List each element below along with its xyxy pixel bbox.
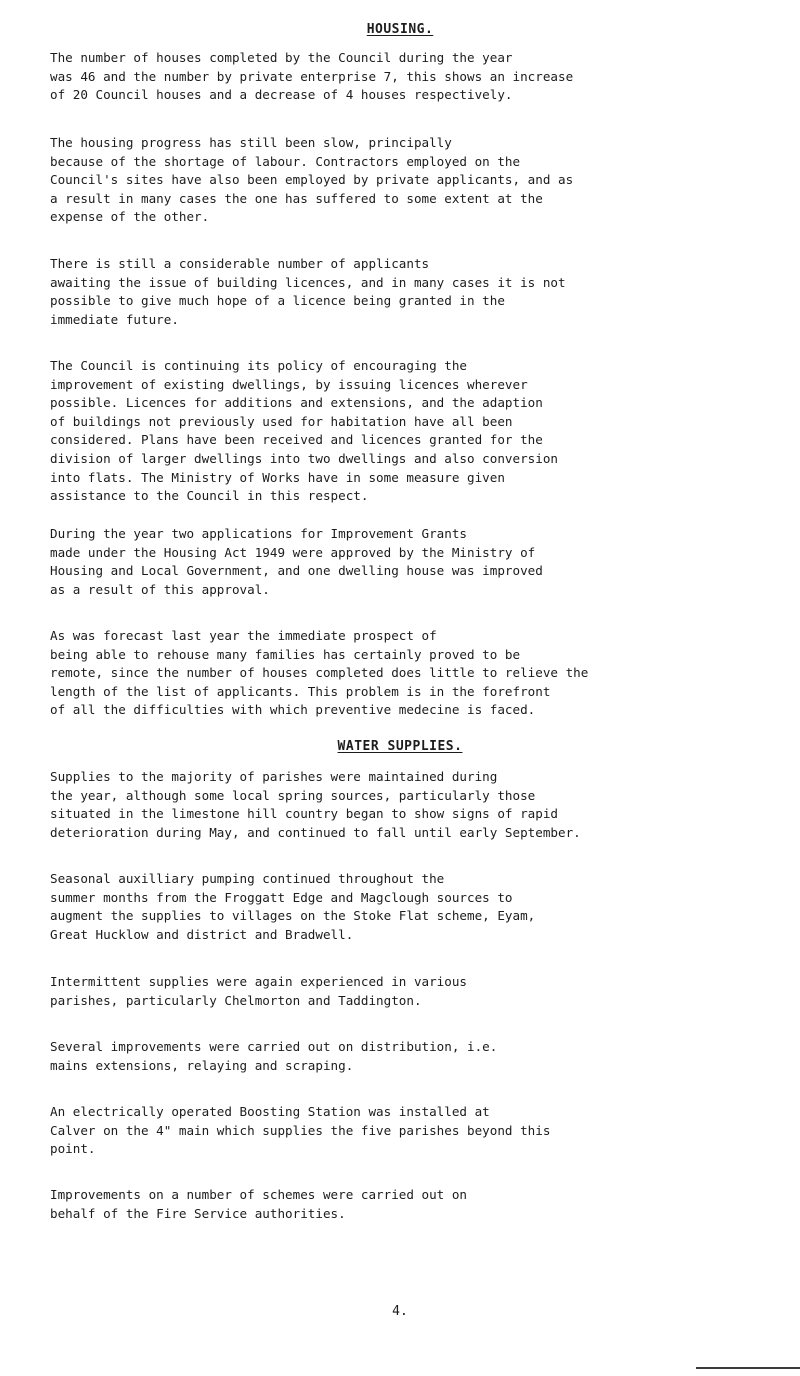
- housing-paragraph-6: As was forecast last year the immediate prospect of being able to rehouse many families has certainly proved to be remote, since the number of houses completed does little to relieve the length of the list of applicants. This problem is in the forefront of all the difficulties with which preventive medecine is faced.: [50, 628, 589, 718]
- housing-paragraph-2: The housing progress has still been slow, principally because of the shortage of labour. Contractors employed on the Council's sites have also been employed by private applicants, and as a result in many cases the one has suffered to some extent at the expense of the other.: [50, 135, 574, 225]
- water-paragraph-6: Improvements on a number of schemes were carried out on behalf of the Fire Service authorities.: [50, 1187, 468, 1221]
- housing-paragraph-4: The Council is continuing its policy of encouraging the improvement of existing dwellings, by issuing licences wherever possible. Licences for additions and extensions, and the adaption of buildings not previously used for habitation have all been considered. Plans have been received and licences granted for the division of larger dwellings into two dwellings and also conversion into flats. The Ministry of Works have in some measure given assistance to the Council in this respect.: [50, 358, 558, 504]
- water-paragraph-4: Several improvements were carried out on distribution, i.e. mains extensions, relaying and scraping.: [50, 1039, 498, 1073]
- housing-paragraph-3: There is still a considerable number of applicants awaiting the issue of building licences, and in many cases it is not possible to give much hope of a licence being granted in the immediate future.: [50, 256, 566, 327]
- housing-heading: HOUSING.: [366, 22, 434, 37]
- page-number: 4.: [392, 1304, 408, 1319]
- housing-paragraph-5: During the year two applications for Improvement Grants made under the Housing Act 1949 were approved by the Ministry of Housing and Local Government, and one dwelling house was improved as a result of this approval.: [50, 526, 543, 597]
- scan-edge-line: [696, 1367, 800, 1369]
- water-paragraph-3: Intermittent supplies were again experienced in various parishes, particularly Chelmorton and Taddington.: [50, 974, 468, 1008]
- housing-paragraph-1: The number of houses completed by the Council during the year was 46 and the number by private enterprise 7, this shows an increase of 20 Council houses and a decrease of 4 houses respectively.: [50, 50, 574, 103]
- water-paragraph-1: Supplies to the majority of parishes were maintained during the year, although some local spring sources, particularly those situated in the limestone hill country began to show signs of rapid deterioration during May, and continued to fall until early September.: [50, 769, 581, 840]
- water-paragraph-2: Seasonal auxilliary pumping continued throughout the summer months from the Froggatt Edge and Magclough sources to augment the supplies to villages on the Stoke Flat scheme, Eyam, Great Hucklow and district and Bradwell.: [50, 871, 536, 942]
- water-paragraph-5: An electrically operated Boosting Station was installed at Calver on the 4" main which supplies the five parishes beyond this point.: [50, 1104, 551, 1157]
- water-supplies-heading: WATER SUPPLIES.: [337, 739, 463, 754]
